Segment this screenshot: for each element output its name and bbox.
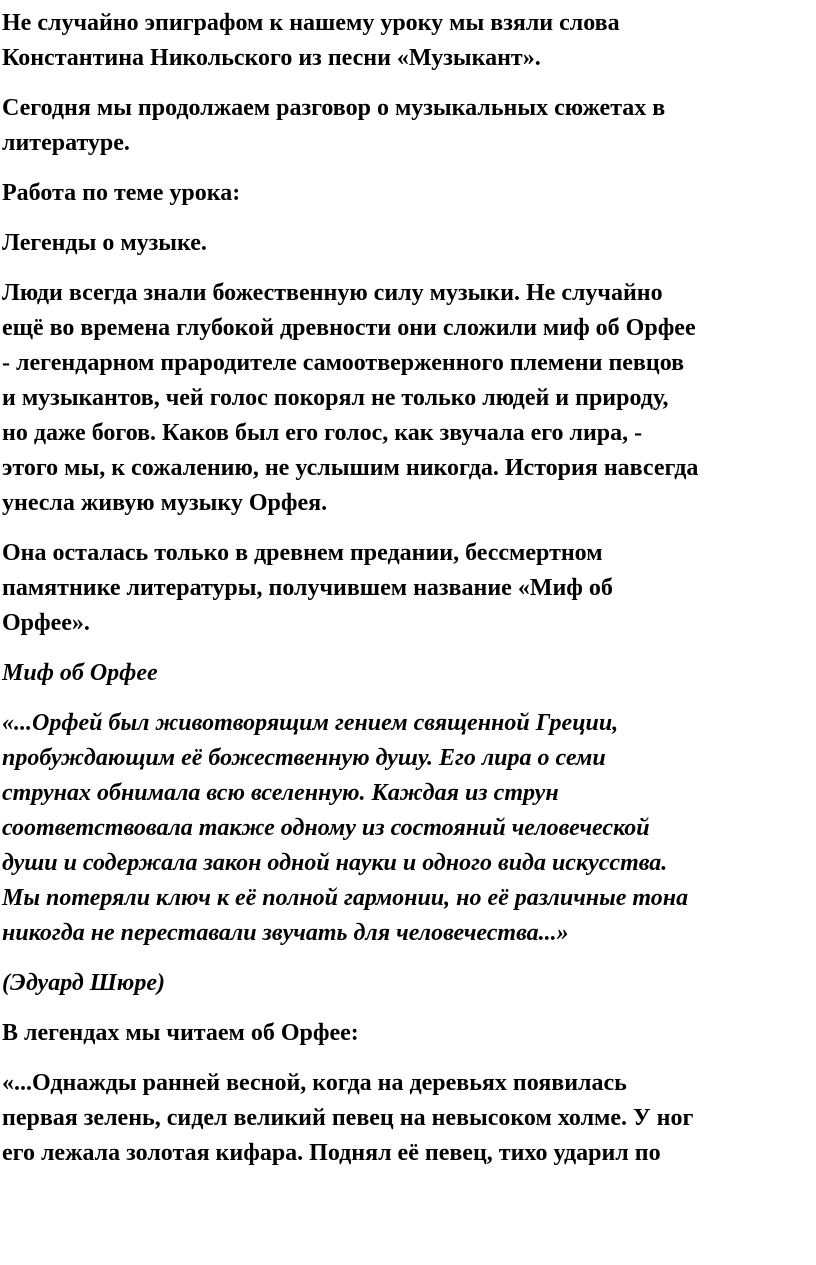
text-line: Орфее».: [2, 610, 90, 636]
text-line: первая зелень, сидел великий певец на невысоком холме. У ног: [2, 1105, 694, 1131]
paragraph: [2, 276, 812, 521]
text-line: Мы потеряли ключ к её полной гармонии, но её различные тона: [2, 885, 689, 911]
text-line: его лежала золотая кифара. Поднял её певец, тихо ударил по: [2, 1140, 661, 1166]
text-line: и музыкантов, чей голос покорял не только людей и природу,: [2, 385, 669, 411]
text-line: струнах обнимала всю вселенную. Каждая из струн: [2, 780, 559, 806]
text-line: литературе.: [2, 130, 130, 156]
text-line: ещё во времена глубокой древности они сложили миф об Орфее: [2, 315, 696, 341]
paragraph: [2, 1066, 812, 1171]
text-line: Миф об Орфее: [2, 660, 158, 686]
text-line: пробуждающим её божественную душу. Его лира о семи: [2, 745, 606, 771]
text-line: Константина Никольского из песни «Музыкант».: [2, 45, 541, 71]
text-line: Легенды о музыке.: [2, 230, 207, 256]
paragraph: [2, 91, 812, 161]
text-line: унесла живую музыку Орфея.: [2, 490, 328, 516]
text-line: соответствовала также одному из состояний человеческой: [2, 815, 650, 841]
text-line: - легендарном прародителе самоотверженного племени певцов: [2, 350, 685, 376]
text-line: «...Однажды ранней весной, когда на деревьях появилась: [2, 1070, 627, 1096]
paragraph: [2, 706, 812, 951]
paragraph: [2, 6, 812, 76]
paragraph: [2, 226, 812, 261]
text-line: В легендах мы читаем об Орфее:: [2, 1020, 359, 1046]
paragraph: [2, 176, 812, 211]
paragraph: [2, 656, 812, 691]
text-line: (Эдуард Шюре): [2, 970, 165, 996]
paragraph: [2, 966, 812, 1001]
text-line: «...Орфей был животворящим гением священной Греции,: [2, 710, 619, 736]
paragraph: [2, 536, 812, 641]
text-line: Люди всегда знали божественную силу музыки. Не случайно: [2, 280, 663, 306]
text-line: Она осталась только в древнем предании, бессмертном: [2, 540, 603, 566]
text-line: памятнике литературы, получившем название «Миф об: [2, 575, 613, 601]
text-line: Работа по теме урока:: [2, 180, 241, 206]
text-line: Не случайно эпиграфом к нашему уроку мы взяли слова: [2, 10, 620, 36]
text-line: души и содержала закон одной науки и одного вида искусства.: [2, 850, 668, 876]
text-line: этого мы, к сожалению, не услышим никогда. История навсегда: [2, 455, 699, 481]
paragraph: [2, 1016, 812, 1051]
text-line: Сегодня мы продолжаем разговор о музыкальных сюжетах в: [2, 95, 666, 121]
text-line: но даже богов. Каков был его голос, как звучала его лира, -: [2, 420, 643, 446]
text-line: никогда не переставали звучать для человечества...»: [2, 920, 569, 946]
